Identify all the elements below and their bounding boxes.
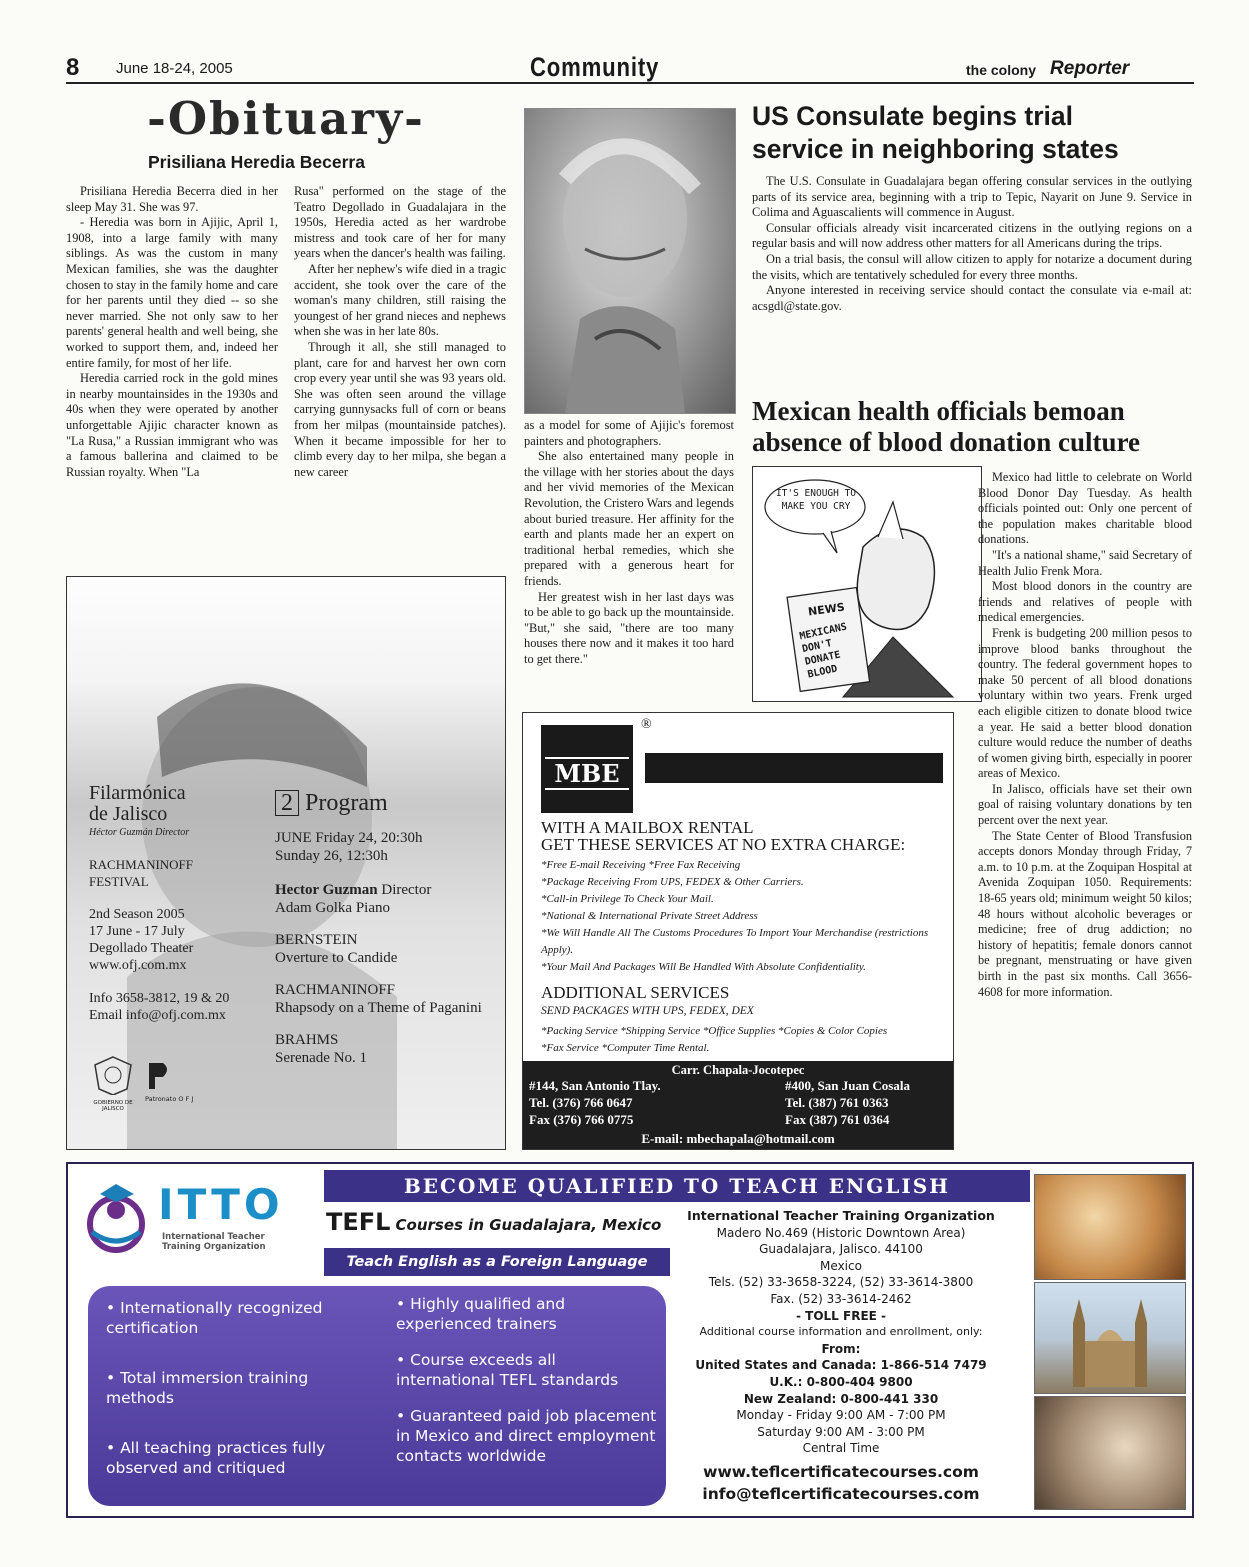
blood-article-top — [978, 470, 1192, 1000]
paragraph: Her greatest wish in her last days was to be able to go back up the mountainside. "But," she said, "there are too many houses there now and it makes it too hard to get there." — [524, 589, 734, 666]
cartoon-news: NEWS — [807, 600, 846, 619]
service-item: *Package Receiving From UPS, FEDEX & Other Carriers. — [541, 876, 804, 888]
tefl-line — [326, 1208, 661, 1236]
service-item: *Free E-mail Receiving *Free Fax Receiving — [541, 859, 741, 871]
bullet-item: • All teaching practices fully observed and critiqued — [106, 1439, 326, 1477]
itto-bullets-panel — [88, 1286, 666, 1506]
page-number: 8 — [66, 54, 80, 81]
photo-students — [1034, 1174, 1186, 1280]
patronato-logo: Patronato O F J — [145, 1061, 205, 1103]
bullets-right — [396, 1294, 658, 1466]
itto-banner: BECOME QUALIFIED TO TEACH ENGLISH — [324, 1170, 1030, 1202]
program-title: 2 Program — [275, 789, 501, 817]
mbe-headline: WITH A MAILBOX RENTAL GET THESE SERVICES AT NO EXTRA CHARGE: — [541, 818, 906, 854]
consulate-headline: US Consulate begins trial service in neighboring states — [752, 101, 1119, 164]
paragraph: Frenk is budgeting 200 million pesos to improve blood banks throughout the country. The federal government hopes to make 50 percent of all blood donations voluntary within two years. Frenk urged each eligible citizen to donate blood twice a year. He said a better blood donation culture would reduce the number of deaths of women giving birth, especially in poorer areas of Mexico. — [978, 625, 1192, 781]
mbe-road: Carr. Chapala-Jocotepec — [671, 1063, 805, 1077]
ofj-festival: RACHMANINOFF FESTIVAL — [89, 857, 194, 889]
program-work: RACHMANINOFF Rhapsody on a Theme of Paganini — [275, 982, 482, 1016]
program-work: BRAHMS Serenade No. 1 — [275, 1032, 368, 1066]
section-title: Community — [530, 52, 660, 82]
orchestra-ad — [66, 576, 506, 1150]
service-item: *Your Mail And Packages Will Be Handled With Absolute Confidentiality. — [541, 961, 866, 973]
mbe-location-1: #144, San Antonio Tlay. Tel. (376) 766 0647 Fax (376) 766 0775 — [529, 1078, 661, 1127]
paragraph: Mexico had little to celebrate on World Blood Donor Day Tuesday. As health officials pointed out: Only one percent of the population makes charitable blood donations. — [978, 470, 1192, 547]
bullet-item: • Highly qualified and experienced trainers — [396, 1295, 566, 1333]
paragraph: The State Center of Blood Transfusion accepts donors Monday through Friday, 7 a.m. to 10 p.m. at the Zoquipan Hospital at Avenida Zoquipan 1050. Requirements: 18-65 years old; minimum weight 50 kilos; 48 hours without alcoholic beverages or medicine; free of drug addiction; no history of hepatitis; female donors cannot be pregnant, menstruating or have given birth in the past six months. Call 3656-4608 for more information. — [978, 828, 1192, 999]
bullets-left — [106, 1298, 371, 1508]
paragraph: Consular officials already visit incarcerated citizens in the outlying regions on a regular basis and will now address other matters for all Americans during the trips. — [752, 220, 1192, 251]
paragraph: - Heredia was born in Ajijic, April 1, 1908, into a large family with many siblings. As was the custom in many Mexican families, she was the daughter chosen to stay in the family home and care for her parents until they died -- so she never married. She not only saw to her parents' general health and well being, she worked to support them, and, indeed her entire family, for most of her life. — [66, 215, 278, 370]
ofj-left — [89, 783, 279, 1024]
cartoon-bubble-text: IT'S ENOUGH TO MAKE YOU CRY — [775, 488, 857, 512]
performers: Hector Guzman Director Adam Golka Piano — [275, 882, 432, 916]
paragraph: as a model for some of Ajijic's foremost painters and photographers. — [524, 418, 734, 448]
obituary-col1 — [66, 184, 278, 480]
registered-mark: ® — [641, 717, 652, 732]
program-block — [275, 789, 501, 1067]
itto-logo-text: ITTO — [158, 1180, 284, 1229]
obituary-banner: -Obituary- — [147, 92, 425, 145]
photo-classroom — [1034, 1396, 1186, 1510]
ofj-season-block: 2nd Season 2005 17 June - 17 July Degollado Theater www.ofj.com.mx — [89, 907, 194, 973]
ofj-director: Héctor Guzmán Director — [89, 827, 190, 838]
itto-tagline: Teach English as a Foreign Language — [324, 1248, 670, 1276]
blood-headline: Mexican health officials bemoan absence of blood donation culture — [752, 396, 1141, 457]
obituary-name: Prisiliana Heredia Becerra — [148, 152, 365, 172]
paragraph: After her nephew's wife died in a tragic accident, she took over the care of the woman's many children, still raising the youngest of her grand nieces and nephews when she was in her late 80s. — [294, 261, 506, 339]
masthead: Reporter — [1050, 58, 1130, 79]
tefl-courses: Courses in Guadalajara, Mexico — [395, 1216, 662, 1234]
portrait-photo — [524, 108, 736, 414]
itto-logo-sub: International Teacher Training Organization — [162, 1232, 266, 1252]
service-item: *We Will Handle All The Customs Procedures To Import Your Merchandise (restrictions Apply). — [541, 927, 929, 956]
program-number: 2 — [275, 790, 299, 816]
globe-graduate-icon — [82, 1172, 152, 1262]
mbe-location-2: #400, San Juan Cosala Tel. (387) 761 0363 Fax (387) 761 0364 — [785, 1078, 910, 1127]
paragraph: On a trial basis, the consul will allow citizen to apply for notarize a document during the visits, which are tentatively scheduled for every three months. — [752, 251, 1192, 282]
ofj-contact: Info 3658-3812, 19 & 20 Email info@ofj.com.mx — [89, 991, 230, 1023]
bullet-item: • Guaranteed paid job placement in Mexico and direct employment contacts worldwide — [396, 1407, 657, 1465]
org-name: International Teacher Training Organization — [687, 1208, 995, 1223]
header-rule — [66, 82, 1194, 84]
itto-logo — [82, 1172, 312, 1262]
mbe-black-bar — [645, 753, 943, 783]
paragraph: In Jalisco, officials have set their own goal of raising voluntary donations by ten percent over the next year. — [978, 781, 1192, 828]
cathedral-icon — [1035, 1283, 1185, 1393]
page-header — [66, 52, 1194, 84]
mbe-footer — [523, 1061, 953, 1149]
service-item: *National & International Private Street Address — [541, 910, 758, 922]
service-item: *Call-in Privilege To Check Your Mail. — [541, 893, 714, 905]
itto-ad — [66, 1162, 1194, 1518]
masthead-small: the colony — [966, 62, 1037, 78]
obituary-col3 — [524, 418, 734, 668]
mbe-additional: ADDITIONAL SERVICES — [541, 983, 730, 1002]
paragraph: Through it all, she still managed to plant, care for and harvest her own corn crop every year until she was 93 years old. She was often seen around the village carrying gunnysacks full of corn or beans from her milpas (mountainside patches). When it became impossible for her to climb every day to her milpa, she began a new career — [294, 339, 506, 479]
ofj-org: Filarmónica de Jalisco — [89, 782, 186, 825]
bullet-item: • Internationally recognized certification — [106, 1299, 323, 1337]
paragraph: Rusa" performed on the stage of the Teatro Degollado in Guadalajara in the 1950s, Heredia acted as her wardrobe mistress and took care of her for many years when the dancer's health was failing. — [294, 184, 506, 261]
program-dates: JUNE Friday 24, 20:30h Sunday 26, 12:30h — [275, 830, 423, 864]
consulate-article — [752, 174, 1192, 314]
paragraph: She also entertained many people in the village with her stories about the days and her vivid memories of the Mexican Revolution, the Cristero Wars and legends about buried treasure. Her affinity for the earth and plants made her an expert on traditional herbal remedies, which she prepared with a generous heart for friends. — [524, 449, 734, 588]
paragraph: Anyone interested in receiving service should contact the consulate via e-mail at: acsgdl@state.gov. — [752, 283, 1192, 313]
portrait-illustration — [525, 109, 735, 413]
mbe-extra: *Packing Service *Shipping Service *Office Supplies *Copies & Color Copies *Fax Service *Computer Time Rental. — [541, 1025, 888, 1054]
photo-cathedral — [1034, 1282, 1186, 1394]
itto-email[interactable]: info@teflcertificatecourses.com — [702, 1484, 980, 1503]
itto-website[interactable]: www.teflcertificatecourses.com — [703, 1462, 979, 1481]
obituary-col2 — [294, 184, 506, 480]
tefl-label: TEFL — [326, 1208, 391, 1236]
program-work: BERNSTEIN Overture to Candide — [275, 932, 398, 966]
cartoon — [752, 466, 982, 702]
paragraph: Heredia carried rock in the gold mines in nearby mountainsides in the 1930s and 40s when they were operated by another unforgettable Ajijic character known as "La Rusa," a Russian immigrant who was a famous ballerina and claimed to be Russian royalty. When "La — [66, 371, 278, 479]
paragraph: "It's a national shame," said Secretary of Health Julio Frenk Mora. — [978, 547, 1192, 578]
cartoon-sign-text: MEXICANS DON'T DONATE BLOOD — [798, 621, 848, 681]
itto-contact: International Teacher Training Organization Madero No.469 (Historic Downtown Area) Guadalajara, Jalisco. 44100 Mexico Tels. (52) 33-3658-3224, (52) 33-3614-3800 Fax. (52) 33-3614-2462 - TOLL FREE - Additional course information and enrollment, only: From: United States and Canada: 1-866-514 7479 U.K.: 0-800-404 9800 New Zealand: 0-800-441 330 Monday - Friday 9:00 AM - 7:00 PM Saturday 9:00 AM - 3:00 PM Central Time www.teflcertificatecourses.com info@teflcertificatecourses.com — [668, 1208, 1014, 1505]
paragraph: The U.S. Consulate in Guadalajara began offering consular services in the outlying parts of its service area, beginning with a trip to Tepic, Nayarit on June 9. Service in Colima and Aguascalients will commence in August. — [752, 174, 1192, 220]
mbe-logo: MBE — [541, 725, 633, 813]
patronato-icon — [145, 1061, 171, 1091]
paragraph: Prisiliana Heredia Becerra died in her sleep May 31. She was 97. — [66, 184, 278, 214]
mbe-email: E-mail: mbechapala@hotmail.com — [641, 1131, 835, 1146]
mbe-services — [541, 857, 945, 976]
mbe-ad — [522, 712, 954, 1150]
issue-date: June 18-24, 2005 — [116, 60, 233, 77]
bullet-item: • Total immersion training methods — [106, 1369, 309, 1407]
paragraph: Most blood donors in the country are friends and relatives of people with medical emergencies. — [978, 579, 1192, 625]
bullet-item: • Course exceeds all international TEFL standards — [396, 1351, 619, 1389]
mbe-send: SEND PACKAGES WITH UPS, FEDEX, DEX — [541, 1005, 754, 1017]
jalisco-seal-icon — [91, 1055, 135, 1095]
jalisco-seal: GOBIERNO DE JALISCO — [91, 1055, 135, 1111]
